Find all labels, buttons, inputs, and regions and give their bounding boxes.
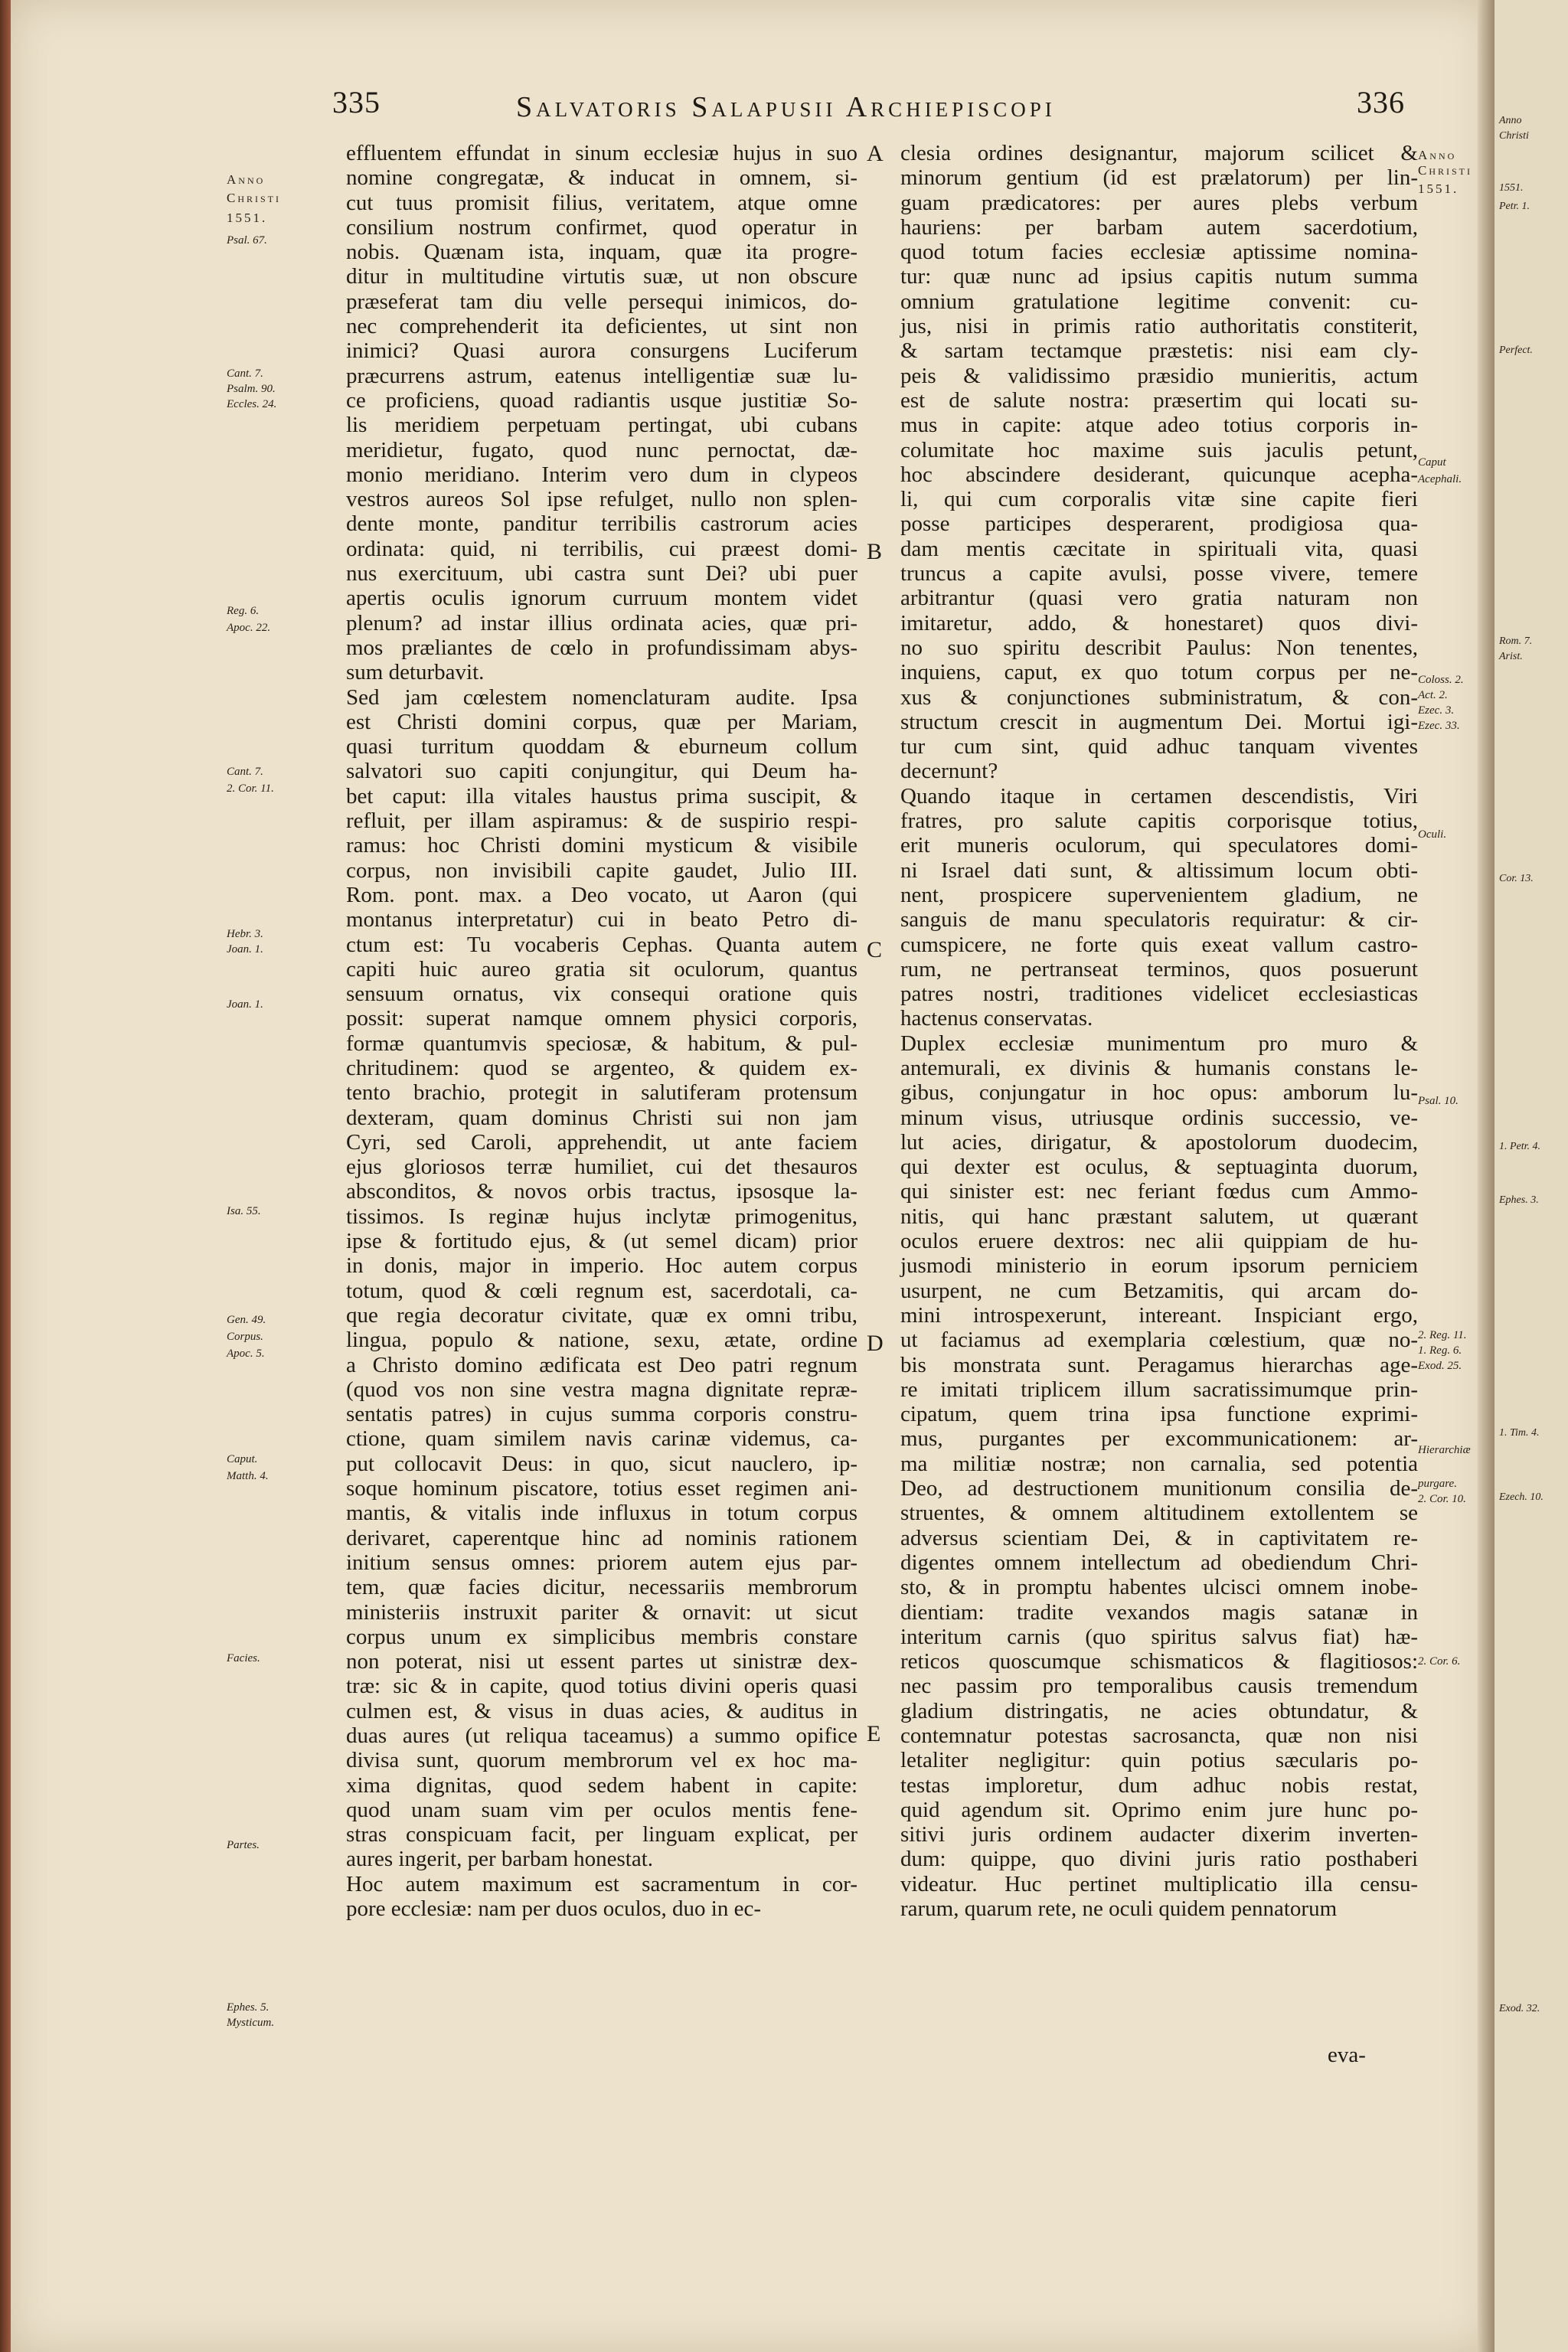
text-line: dum: quippe, quo divini juris ratio posthaberi — [900, 1847, 1418, 1872]
text-line: ejus gloriosos terræ humiliet, cui det thesauros — [346, 1155, 858, 1180]
right-text-column — [900, 141, 1418, 1921]
margin-reference: Ephes. 5. — [227, 2001, 270, 2014]
text-line: præseferat tam diu velle persequi inimicos, do- — [346, 289, 858, 314]
running-title: Salvatoris Salapusii Archiepiscopi — [516, 91, 1056, 123]
margin-reference: 2. Cor. 10. — [1418, 1493, 1466, 1505]
margin-reference: Christi — [227, 191, 282, 205]
text-line: quod unam suam vim per oculos mentis fene- — [346, 1797, 858, 1822]
margin-reference: Facies. — [227, 1652, 260, 1664]
text-line: culmen est, & visus in duas acies, & auditus in — [346, 1698, 858, 1723]
margin-reference: Psal. 67. — [227, 234, 267, 247]
text-line: xima dignitas, quod sedem habent in capite: — [346, 1772, 858, 1798]
left-page-number: 335 — [332, 85, 381, 119]
text-line: oculos eruere dextros: nec alii quippiam de hu- — [900, 1229, 1418, 1254]
text-line: peis & validissimo præsidio munieritis, actum — [900, 363, 1418, 388]
text-line: Rom. pont. max. a Deo vocato, ut Aaron (qui — [346, 882, 858, 907]
text-line: posse participes desperarent, prodigiosa qua- — [900, 511, 1418, 537]
text-line: ipse & fortitudo ejus, & (ut semel dicam) prior — [346, 1229, 858, 1254]
margin-reference: Anno — [227, 172, 266, 187]
text-line: ctione, quam similem navis carinæ videmus, ca- — [346, 1426, 858, 1452]
text-line: gibus, conjungatur in hoc opus: amborum lu- — [900, 1080, 1418, 1106]
text-line: jus, nisi in primis ratio authoritatis constiterit, — [900, 314, 1418, 339]
text-line: cumspicere, ne forte quis exeat vallum castro- — [900, 932, 1418, 957]
text-line: ctum est: Tu vocaberis Cephas. Quanta autem — [346, 932, 858, 957]
text-line: reticos quoscumque schismaticos & flagitiosos: — [900, 1649, 1418, 1674]
text-line: dente monte, panditur terribilis castrorum acies — [346, 511, 858, 537]
text-line: gladium distringatis, ne acies obtundatur, & — [900, 1698, 1418, 1723]
margin-reference: Psal. 10. — [1418, 1095, 1459, 1107]
text-line: pore ecclesiæ: nam per duos oculos, duo in ec- — [346, 1896, 761, 1922]
text-line: corpus, non invisibili capite gaudet, Julio III. — [346, 858, 858, 883]
text-line: xus & conjunctiones subministratum, & con- — [900, 684, 1418, 710]
next-page-reference: Petr. 1. — [1499, 201, 1530, 212]
text-line: sto, & in promptu habentes ulcisci omnem inobe- — [900, 1575, 1418, 1600]
text-line: apertis oculis ignorum curruum montem videt — [346, 586, 858, 611]
text-line: contemnatur potestas sacrosancta, quæ non nisi — [900, 1723, 1418, 1748]
margin-reference: 2. Cor. 6. — [1418, 1655, 1461, 1668]
text-line: bis monstrata sunt. Peragamus hierarchas age- — [900, 1352, 1418, 1377]
margin-reference: Hebr. 3. — [227, 928, 263, 940]
margin-reference: Hierarchiæ — [1418, 1444, 1471, 1456]
text-line: testas imploretur, dum adhuc nobis restat, — [900, 1772, 1418, 1798]
margin-reference: Act. 2. — [1418, 689, 1448, 701]
text-line: interitum carnis (quo spiritus salvus fiat) hæ- — [900, 1624, 1418, 1649]
text-line: ministeriis instruxit pariter & ornavit: ut sicut — [346, 1599, 858, 1625]
text-line: a Christo domino ædificata est Deo patri regnum — [346, 1352, 858, 1377]
text-line: derivaret, caperentque hinc ad nominis rationem — [346, 1525, 858, 1550]
margin-reference: Cant. 7. — [227, 368, 263, 380]
text-line: nomine congregatæ, & inducat in omnem, si- — [346, 165, 858, 191]
text-line: fratres, pro salute capitis corporisque totius, — [900, 808, 1418, 834]
next-page-reference: Anno — [1499, 115, 1522, 126]
text-line: usurpent, ne cum Betzamitis, qui arcam do- — [900, 1278, 1418, 1303]
text-line: Quando itaque in certamen descendistis, Viri — [900, 783, 1418, 808]
text-line: soque hominum piscatore, totius esset regimen ani- — [346, 1476, 858, 1501]
text-line: nus exercituum, ubi castra sunt Dei? ubi puer — [346, 561, 858, 586]
next-page-reference: Arist. — [1499, 651, 1523, 662]
text-line: nobis. Quænam ista, inquam, quæ ita progre- — [346, 240, 858, 265]
text-line: videatur. Huc pertinet multiplicatio illa censu- — [900, 1871, 1418, 1896]
text-line: erit muneris oculorum, qui speculatores domi- — [900, 833, 1418, 858]
margin-reference: Isa. 55. — [227, 1205, 261, 1217]
margin-reference: Acephali. — [1418, 473, 1462, 485]
book-page — [11, 0, 1491, 2352]
text-line: mini introspexerunt, intereant. Inspiciant ergo, — [900, 1302, 1418, 1328]
text-line: montanus interpretatur) cui in beato Petro di- — [346, 907, 858, 933]
text-line: nec passim pro temporalibus causis tremendum — [900, 1674, 1418, 1699]
text-line: letaliter negligitur: quin potius sæcularis po- — [900, 1748, 1418, 1773]
text-line: ni Israel dati sunt, & altissimum locum obti- — [900, 858, 1418, 883]
margin-reference: Christi — [1418, 163, 1473, 178]
margin-reference: Caput. — [227, 1453, 258, 1465]
text-line: cut tuus promisit filius, veritatem, atque omne — [346, 190, 858, 215]
next-page-reference: Christi — [1499, 130, 1529, 142]
text-line: ut faciamus ad exemplaria cœlestium, quæ no- — [900, 1328, 1418, 1353]
text-line: vestros aureos Sol ipse refulget, nullo non splen- — [346, 487, 858, 512]
text-line: plenum? ad instar illius ordinata acies, quæ pri- — [346, 610, 858, 635]
left-text-column — [346, 141, 858, 1921]
text-line: tem, quæ facies dicitur, necessariis membrorum — [346, 1575, 858, 1600]
text-line: clesia ordines designantur, majorum scilicet & — [900, 141, 1418, 165]
margin-reference: Joan. 1. — [227, 998, 263, 1011]
text-line: refluit, per illam aspiramus: & de suspirio respi- — [346, 808, 858, 834]
margin-reference: 1551. — [227, 211, 268, 225]
margin-reference: Apoc. 5. — [227, 1348, 265, 1360]
text-line: li, qui cum corporalis vitæ sine capite fieri — [900, 487, 1418, 512]
text-line: tur: quæ nunc ad ipsius capitis nutum summa — [900, 264, 1418, 289]
text-line: columitate hoc maxime suis jaculis petunt, — [900, 437, 1418, 462]
text-line: salvatori suo capiti conjungitur, qui Deum ha- — [346, 759, 858, 784]
next-page-reference: Ezech. 10. — [1499, 1491, 1544, 1503]
margin-reference: Corpus. — [227, 1331, 263, 1343]
text-line: Sed jam cœlestem nomenclaturam audite. Ipsa — [346, 684, 858, 710]
next-page-reference: 1. Petr. 4. — [1499, 1141, 1541, 1152]
next-page-reference: 1551. — [1499, 182, 1524, 194]
text-line: sitivi juris ordinem audacter dixerim inverten- — [900, 1822, 1418, 1847]
next-page-reference: Cor. 13. — [1499, 873, 1534, 884]
text-line: jusmodi ministerio in eorum ipsorum perniciem — [900, 1253, 1418, 1279]
text-line: Hoc autem maximum est sacramentum in cor- — [346, 1871, 858, 1896]
margin-reference: Ezec. 33. — [1418, 720, 1460, 732]
margin-reference: purgare. — [1418, 1478, 1457, 1490]
margin-reference: Oculi. — [1418, 828, 1447, 841]
text-line: præcurrens astrum, eatenus intelligentiæ suæ lu- — [346, 363, 858, 388]
next-page-reference: 1. Tim. 4. — [1499, 1427, 1540, 1439]
margin-reference: Reg. 6. — [227, 605, 260, 617]
text-line: formæ quantumvis speciosæ, & habitum, & pul- — [346, 1031, 858, 1056]
text-line: omnium gratulatione legitime convenit: cu- — [900, 289, 1418, 314]
text-line: inquiens, caput, ex quo totum corpus per ne- — [900, 660, 1418, 685]
text-line: mus in capite: atque adeo totius corporis in- — [900, 413, 1418, 438]
margin-reference: Joan. 1. — [227, 943, 263, 956]
text-line: monio meridiano. Interim vero dum in clypeos — [346, 462, 858, 487]
text-line: antemurali, ex divinis & humanis constans le- — [900, 1055, 1418, 1080]
text-line: mantis, & vitalis inde influxus in totum corpus — [346, 1501, 858, 1526]
text-line: dam mentis cæcitate in spirituali vita, quasi — [900, 536, 1418, 561]
text-line: effluentem effundat in sinum ecclesiæ hujus in suo — [346, 141, 858, 165]
text-line: mos præliantes de cœlo in profundissimam abys- — [346, 635, 858, 660]
text-line: ce proficiens, quoad radiantis usque justitiæ So- — [346, 387, 858, 413]
text-line: minorum gentium (id est prælatorum) per lin- — [900, 165, 1418, 191]
text-line: aures ingerit, per barbam honestat. — [346, 1847, 654, 1872]
margin-reference: Coloss. 2. — [1418, 674, 1464, 686]
text-line: sensuum ornatus, vix consequi oratione quis — [346, 982, 858, 1007]
text-line: dexteram, quam dominus Christi sui non jam — [346, 1105, 858, 1130]
text-line: hoc abscindere desiderant, quicunque acepha- — [900, 462, 1418, 487]
text-line: initium sensus omnes: priorem autem ejus par- — [346, 1550, 858, 1575]
margin-reference: 1551. — [1418, 181, 1459, 196]
text-line: est Christi domini corpus, quæ per Mariam, — [346, 709, 858, 734]
text-line: quod totum facies ecclesiæ aptissime nomina- — [900, 240, 1418, 265]
section-letter-d: D — [867, 1331, 884, 1356]
text-line: nitis, qui hanc præstant salutem, ut quærant — [900, 1204, 1418, 1229]
text-line: nent, prospicere supervenientem gladium, ne — [900, 882, 1418, 907]
section-letter-e: E — [867, 1721, 881, 1746]
text-line: structum crescit in augmentum Dei. Mortui igi- — [900, 709, 1418, 734]
section-letter-a: A — [867, 141, 884, 166]
text-line: lis meridiem perpetuam pertingat, ubi cubans — [346, 413, 858, 438]
text-line: qui dexter est oculus, & septuaginta duorum, — [900, 1155, 1418, 1180]
margin-reference: Matth. 4. — [227, 1470, 269, 1482]
text-line: adversus scientiam Dei, & in captivitatem re- — [900, 1525, 1418, 1550]
text-line: cipatum, quem trina ipsa functione exprimi- — [900, 1402, 1418, 1427]
text-line: hactenus conservatas. — [900, 1006, 1093, 1031]
text-line: ramus: hoc Christi domini mysticum & visibile — [346, 833, 858, 858]
text-line: non poterat, nisi ut essent partes ut sinistræ dex- — [346, 1649, 858, 1674]
text-line: (quod vos non sine vestra magna dignitate repræ- — [346, 1377, 858, 1402]
text-line: guam prædicatores: per aures plebs verbum — [900, 190, 1418, 215]
text-line: quid agendum sit. Oprimo enim jure hunc po- — [900, 1797, 1418, 1822]
text-line: meridietur, fugato, quod nunc pernoctat, dæ- — [346, 437, 858, 462]
margin-reference: Gen. 49. — [227, 1314, 266, 1326]
margin-reference: 2. Reg. 11. — [1418, 1329, 1467, 1341]
text-line: decernunt? — [900, 759, 998, 784]
text-line: digentes omnem intellectum ad obediendum Chri- — [900, 1550, 1418, 1575]
text-line: rum, ne pertranseat terminos, quos posuerunt — [900, 956, 1418, 982]
text-line: arbitrantur (quasi vero gratia naturam non — [900, 586, 1418, 611]
text-line: ditur in multitudine virtutis suæ, ut non obscure — [346, 264, 858, 289]
text-line: qui sinister est: nec feriant fœdus cum Ammo- — [900, 1179, 1418, 1204]
text-line: nec comprehenderit ita deficientes, ut sint non — [346, 314, 858, 339]
text-line: tento brachio, protegit in salutiferam protensum — [346, 1080, 858, 1106]
margin-reference: 1. Reg. 6. — [1418, 1344, 1462, 1357]
text-line: bet caput: illa vitales haustus prima suscipit, & — [346, 783, 858, 808]
margin-reference: 2. Cor. 11. — [227, 782, 274, 795]
text-line: patres nostri, traditiones videlicet ecclesiasticas — [900, 982, 1418, 1007]
text-line: dientiam: tradite vexandos magis satanæ in — [900, 1599, 1418, 1625]
next-page-reference: Ephes. 3. — [1499, 1194, 1539, 1206]
right-page-number: 336 — [1357, 85, 1405, 119]
text-line: ordinata: quid, ni terribilis, cui præest domi- — [346, 536, 858, 561]
text-line: possit: superat namque omnem physici corporis, — [346, 1006, 858, 1031]
text-line: struentes, & omnem altitudinem extollentem se — [900, 1501, 1418, 1526]
section-letter-b: B — [867, 539, 883, 564]
text-line: absconditos, & novos orbis tractus, ipsosque la- — [346, 1179, 858, 1204]
text-line: in donis, major in imperio. Hoc autem corpus — [346, 1253, 858, 1279]
text-line: chritudinem: quod se argenteo, & quidem ex- — [346, 1055, 858, 1080]
text-line: capiti huic aureo gratia sit oculorum, quantus — [346, 956, 858, 982]
text-line: ma militiæ nostræ; non carnalia, sed potentia — [900, 1451, 1418, 1476]
text-line: re imitati triplicem illum sacratissimumque prin- — [900, 1377, 1418, 1402]
margin-reference: Caput — [1418, 456, 1446, 469]
text-line: hauriens: per barbam autem sacerdotium, — [900, 214, 1418, 240]
text-line: Deo, ad destructionem munitionum consilia de- — [900, 1476, 1418, 1501]
running-head — [11, 84, 1491, 138]
text-line: træ: sic & in capite, quod totius divini operis quasi — [346, 1674, 858, 1699]
text-line: Cyri, sed Caroli, apprehendit, ut ante faciem — [346, 1129, 858, 1155]
text-line: tissimos. Is reginæ hujus inclytæ primogenitus, — [346, 1204, 858, 1229]
text-line: duas aures (ut reliqua taceamus) a summo opifice — [346, 1723, 858, 1748]
text-line: lut acies, dirigatur, & apostolorum duodecim, — [900, 1129, 1418, 1155]
text-line: imitaretur, addo, & honestaret) quos divi- — [900, 610, 1418, 635]
text-line: tur cum sint, quid adhuc tanquam viventes — [900, 734, 1418, 760]
next-page-reference: Perfect. — [1499, 345, 1533, 356]
catchword: eva- — [1328, 2043, 1366, 2067]
text-line: & sartam tectamque præstetis: nisi eam cly- — [900, 338, 1418, 364]
text-line: lingua, populo & natione, sexu, ætate, ordine — [346, 1328, 858, 1353]
text-line: no suo spiritu describit Paulus: Non tenentes, — [900, 635, 1418, 660]
text-line: corpus unum ex simplicibus membris constare — [346, 1624, 858, 1649]
margin-reference: Cant. 7. — [227, 766, 263, 778]
text-line: quasi turritum quoddam & eburneum collum — [346, 734, 858, 760]
margin-reference: Ezec. 3. — [1418, 704, 1455, 717]
text-line: rarum, quarum rete, ne oculi quidem pennatorum — [900, 1896, 1338, 1922]
text-line: est de salute nostra: præsertim qui locati su- — [900, 387, 1418, 413]
margin-reference: Mysticum. — [227, 2017, 275, 2029]
margin-reference: Partes. — [227, 1839, 260, 1851]
text-line: sum deturbavit. — [346, 660, 485, 685]
text-line: divisa sunt, quorum membrorum vel ex hoc ma- — [346, 1748, 858, 1773]
margin-reference: Apoc. 22. — [227, 622, 271, 634]
left-page-edge — [0, 0, 11, 2352]
section-letter-c: C — [867, 937, 883, 962]
next-page-edge — [1494, 0, 1568, 2352]
text-line: put collocavit Deus: in quo, sicut nauclero, ip- — [346, 1451, 858, 1476]
text-line: truncus a capite avulsi, posse vivere, temere — [900, 561, 1418, 586]
text-line: totum, quod & cœli regnum est, sacerdotali, ca- — [346, 1278, 858, 1303]
margin-reference: Anno — [1418, 148, 1457, 162]
margin-reference: Eccles. 24. — [227, 398, 277, 410]
text-line: sanguis de manu speculatoris requiratur: & cir- — [900, 907, 1418, 933]
gutter-shadow — [1478, 0, 1494, 2352]
text-line: mus, purgantes per excommunicationem: ar- — [900, 1426, 1418, 1452]
margin-reference: Exod. 25. — [1418, 1360, 1462, 1372]
text-line: consilium nostrum confirmet, quod operatur in — [346, 214, 858, 240]
margin-reference: Psalm. 90. — [227, 383, 276, 395]
next-page-reference: Rom. 7. — [1499, 635, 1533, 647]
text-line: minum visus, utriusque ordinis successio, ve- — [900, 1105, 1418, 1130]
text-line: que regia decoratur civitate, quæ ex omni tribu, — [346, 1302, 858, 1328]
text-line: inimici? Quasi aurora consurgens Luciferum — [346, 338, 858, 364]
text-line: Duplex ecclesiæ munimentum pro muro & — [900, 1031, 1418, 1056]
text-line: stras conspicuam facit, per linguam explicat, per — [346, 1822, 858, 1847]
next-page-reference: Exod. 32. — [1499, 2003, 1540, 2014]
text-line: sentatis patres) in cujus summa corporis constru- — [346, 1402, 858, 1427]
